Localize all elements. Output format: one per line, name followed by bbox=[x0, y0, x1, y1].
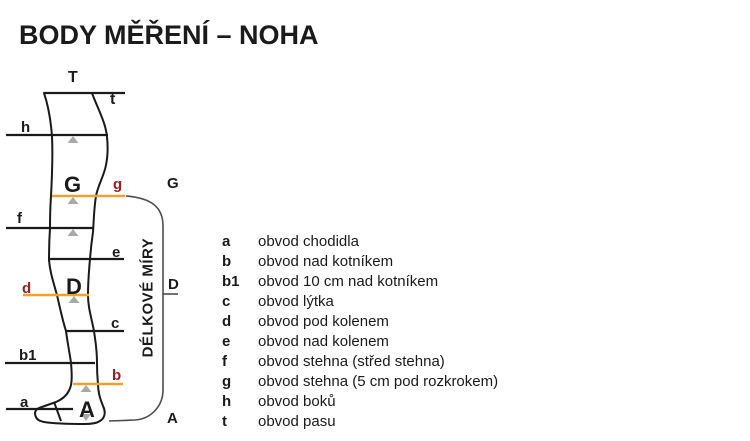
point-label-D-big: D bbox=[66, 274, 82, 299]
legend-row bbox=[222, 272, 498, 292]
legend-text: obvod boků bbox=[258, 393, 336, 410]
bracket-label-D: D bbox=[168, 276, 179, 293]
legend-key: c bbox=[222, 293, 231, 310]
legend-text: obvod stehna (5 cm pod rozkrokem) bbox=[258, 373, 499, 390]
legend-key: b bbox=[222, 253, 232, 270]
legend-text: obvod lýtka bbox=[258, 293, 334, 310]
bracket-label-A: A bbox=[167, 410, 178, 427]
point-label-h: h bbox=[21, 119, 31, 136]
legend-text: obvod pod kolenem bbox=[258, 313, 389, 330]
legend-row bbox=[222, 292, 498, 312]
legend-row bbox=[222, 412, 498, 432]
legend-text: obvod nad kolenem bbox=[258, 333, 389, 350]
point-label-G-big: G bbox=[64, 172, 82, 197]
legend-key: d bbox=[222, 313, 232, 330]
point-label-g: g bbox=[113, 176, 123, 193]
legend-text: obvod pasu bbox=[258, 413, 336, 430]
legend-row bbox=[222, 252, 498, 272]
legend-key: e bbox=[222, 333, 231, 350]
legend-row bbox=[222, 352, 498, 372]
legend-text: obvod stehna (střed stehna) bbox=[258, 353, 445, 370]
point-label-A-big: A bbox=[79, 397, 95, 422]
point-label-t: t bbox=[110, 91, 116, 108]
legend-text: obvod nad kotníkem bbox=[258, 253, 394, 270]
legend-text: obvod 10 cm nad kotníkem bbox=[258, 273, 439, 290]
legend-key: b1 bbox=[222, 273, 240, 290]
legend-row bbox=[222, 232, 498, 252]
point-label-a: a bbox=[20, 394, 29, 411]
legend-key: a bbox=[222, 233, 231, 250]
point-label-e: e bbox=[112, 244, 121, 261]
legend-row bbox=[222, 332, 498, 352]
legend-row bbox=[222, 312, 498, 332]
legend-key: f bbox=[222, 353, 227, 370]
point-label-d: d bbox=[22, 280, 32, 297]
legend-key: g bbox=[222, 373, 232, 390]
point-label-T: T bbox=[68, 69, 78, 86]
measurement-legend bbox=[222, 232, 498, 432]
point-label-b: b bbox=[112, 367, 122, 384]
legend-key: h bbox=[222, 393, 232, 410]
point-label-b1: b1 bbox=[19, 347, 37, 364]
point-label-f: f bbox=[17, 210, 22, 227]
length-measures-axis-label: DÉLKOVÉ MÍRY bbox=[139, 237, 157, 358]
page-title: BODY MĚŘENÍ – NOHA bbox=[19, 20, 319, 50]
legend-key: t bbox=[222, 413, 227, 430]
legend-text: obvod chodidla bbox=[258, 233, 359, 250]
legend-row bbox=[222, 372, 498, 392]
bracket-label-G: G bbox=[167, 175, 179, 192]
point-label-c: c bbox=[111, 315, 120, 332]
legend-row bbox=[222, 392, 498, 412]
